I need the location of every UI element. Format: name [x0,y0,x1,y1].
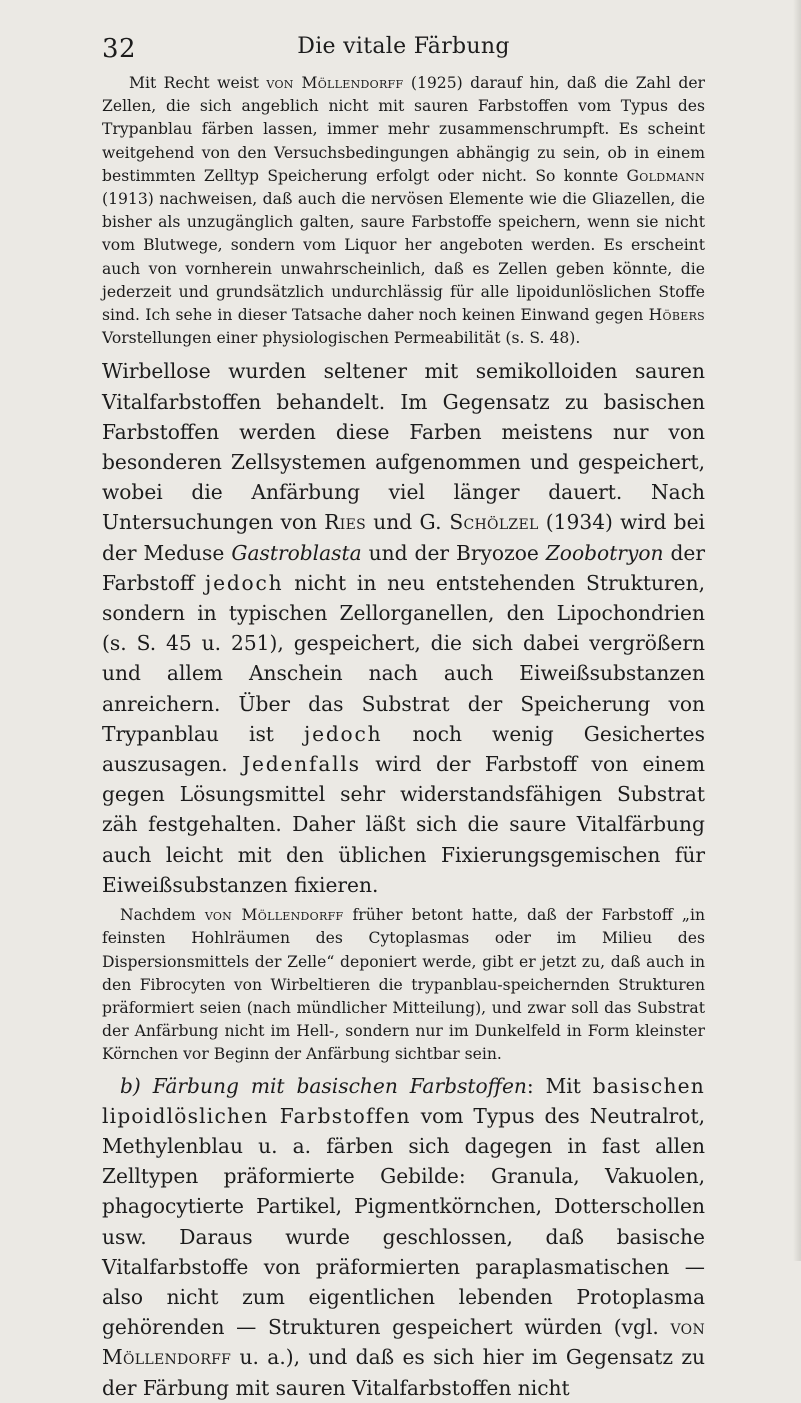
page-edge-shadow [793,0,801,1261]
taxon-name: Gastroblasta [231,540,362,565]
spaced-emphasis: Jedenfalls [242,752,361,777]
author-name: von Möllendorff [204,906,344,925]
page-header [102,34,705,64]
author-name: Goldmann [626,166,705,185]
running-head: Die vitale Färbung [297,34,510,59]
paragraph-2: Wirbellose wurden seltener mit semikolloiden sauren Vitalfarbstoffen behandelt. Im Gegensatz zu basischen Farbstoffen werden diese Farben meistens nur von besonderen Zellsystemen aufgenommen und gespeichert, wobei die Anfärbung viel länger dauert. Nach Untersuchungen von Ries und G. Schölzel (1934) wird bei der Meduse Gastroblasta und der Bryozoe Zoobotryon der Farbstoff jedoch nicht in neu entstehenden Strukturen, sondern in typischen Zellorganellen, den Lipochondrien (s. S. 45 u. 251), gespeichert, die sich dabei vergrößern und allem Anschein nach auch Eiweißsubstanzen anreichern. Über das Substrat der Speicherung von Trypanblau ist jedoch noch wenig Gesichertes auszusagen. Jedenfalls wird der Farbstoff von einem gegen Lösungsmittel sehr widerstandsfähigen Substrat zäh festgehalten. Daher läßt sich die saure Vitalfärbung auch leicht mit den üblichen Fixierungsgemischen für Eiweißsubstanzen fixieren. [102,359,706,897]
page-body [102,72,705,1403]
paragraph-1: Mit Recht weist von Möllendorff (1925) darauf hin, daß die Zahl der Zellen, die sich angeblich nicht mit sauren Farbstoffen vom Typus des Trypanblau färben lassen, immer mehr zusammenschrumpft. Es scheint weitgehend von den Versuchsbedingungen abhängig zu sein, ob in einem bestimmten Zelltyp Speicherung erfolgt oder nicht. So konnte Goldmann (1913) nachweisen, daß auch die nervösen Elemente wie die Gliazellen, die bisher als unzugänglich galten, saure Farbstoffe speichern, wenn sie nicht vom Blutwege, sondern vom Liquor her angeboten werden. Es erscheint auch von vornherein unwahrscheinlich, daß es Zellen geben könnte, die jederzeit und grundsätzlich undurchlässig für alle lipoidunlöslichen Stoffe sind. Ich sehe in dieser Tatsache daher noch keinen Einwand gegen Höbers Vorstellungen einer physiologischen Permeabilität (s. S. 48). [102,74,706,348]
paragraph-3: Nachdem von Möllendorff früher betont hatte, daß der Farbstoff „in feinsten Hohlräumen des Cytoplasmas oder im Milieu des Dispersionsmittels der Zelle“ deponiert werde, gibt er jetzt zu, daß auch in den Fibrocyten von Wirbeltieren die trypanblau-speichernden Strukturen präformiert seien (nach mündlicher Mitteilung), und zwar soll das Substrat der Anfärbung nicht im Hell-, sondern nur im Dunkelfeld in Form kleinster Körnchen vor Beginn der Anfärbung sichtbar sein. [102,906,706,1064]
spaced-emphasis: jedoch [304,721,383,746]
author-name: von Möllendorff [266,74,404,92]
taxon-name: Zoobotryon [545,540,664,565]
author-name: Höbers [648,306,705,325]
author-name: Ries [324,510,367,535]
paragraph-4: b) Färbung mit basischen Farbstoffen: Mit basischen lipoidlöslichen Farbstoffen vom Typus des Neutralrot, Methylenblau u. a. färben sich dagegen in fast allen Zelltypen präformierte Gebilde: Granula, Vakuolen, phagocytierte Partikel, Pigmentkörnchen, Dotterschollen usw. Daraus wurde geschlossen, daß basische Vitalfarbstoffe von präformierten paraplasmatischen — also nicht zum eigentlichen lebenden Protoplasma gehörenden — Strukturen gespeichert würden (vgl. von Möllendorff u. a.), und daß es sich hier im Gegensatz zu der Färbung mit sauren Vitalfarbstoffen nicht [102,1073,705,1400]
spaced-emphasis: jedoch [205,570,284,595]
author-name: G. Schölzel [419,510,539,535]
spaced-emphasis: basischen lipoidlöslichen Farbstoffen [102,1073,705,1128]
author-name: von Möllendorff [102,1315,705,1370]
page-number: 32 [102,34,137,64]
section-heading-b: b) Färbung mit basischen Farbstoffen [120,1073,527,1098]
